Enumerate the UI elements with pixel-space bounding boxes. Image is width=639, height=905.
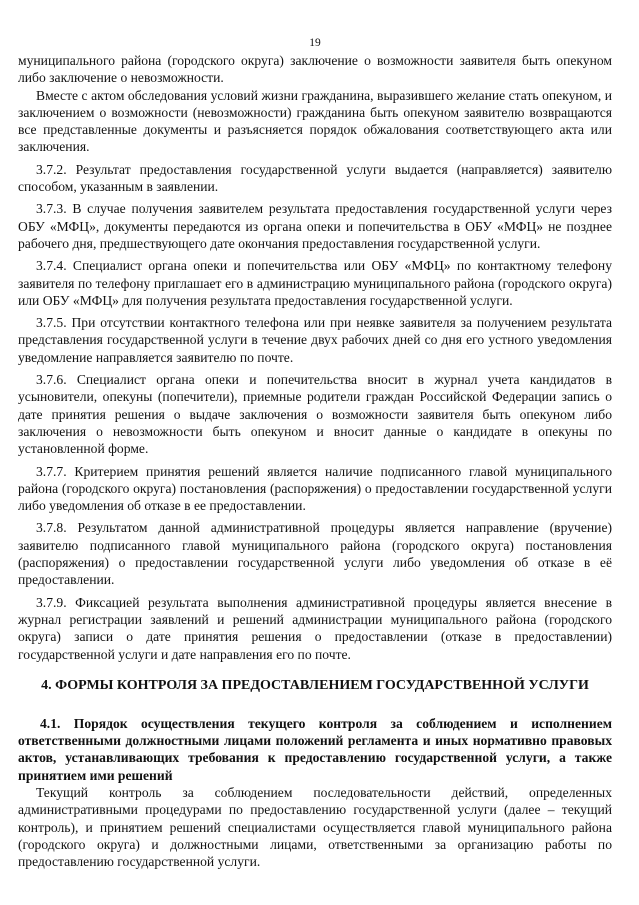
paragraph-continuation: муниципального района (городского округа) заключение о возможности заявителя быть опекуном либо заключение о невозможности.	[18, 53, 612, 86]
paragraph-3-7-5: 3.7.5. При отсутствии контактного телефона или при неявке заявителя за получением результата представления государственной услуги в течение двух рабочих дней со дня его устного уведомления уведомление направляется заявителю по почте.	[18, 315, 612, 365]
page-number: 19	[309, 37, 321, 49]
subsection-heading: 4.1. Порядок осуществления текущего контроля за соблюдением и исполнением ответственными должностными лицами положений регламента и иных нормативно правовых актов, устанавливающих требования к предоставлению государственной услуги, а также принятием ими решений	[18, 715, 612, 783]
section-heading: 4. ФОРМЫ КОНТРОЛЯ ЗА ПРЕДОСТАВЛЕНИЕМ ГОСУДАРСТВЕННОЙ УСЛУГИ	[41, 677, 589, 693]
paragraph-3-7-2: 3.7.2. Результат предоставления государственной услуги выдается (направляется) заявителю способом, указанным в заявлении.	[18, 161, 612, 195]
paragraph-3-7-3: 3.7.3. В случае получения заявителем результата предоставления государственной услуги через ОБУ «МФЦ», документы передаются из органа опеки и попечительства в ОБУ «МФЦ» не позднее рабочего дня, предшествующего дате окончания предоставления государственной услуги.	[18, 201, 612, 251]
paragraph-current-control: Текущий контроль за соблюдением последовательности действий, определенных административными процедурами по предоставлению государственной услуги (далее – текущий контроль), и принятием решений специалистами осуществляется главой муниципального района (городского округа) и должностными лицами, ответственными за организацию работы по предоставлению государственной услуги.	[18, 784, 612, 870]
paragraph-3-7-8: 3.7.8. Результатом данной административной процедуры является направление (вручение) заявителю подписанного главой муниципального района (городского округа) постановления (распоряжения) о предоставлении государственной услуги либо уведомления об отказе в её предоставлении.	[18, 520, 612, 588]
paragraph-3-7-7: 3.7.7. Критерием принятия решений является наличие подписанного главой муниципального района (городского округа) постановления (распоряжения) о предоставлении государственной услуги либо уведомления об отказе в ее предоставлении.	[18, 463, 612, 514]
paragraph-3-7-9: 3.7.9. Фиксацией результата выполнения административной процедуры является внесение в журнал регистрации заявлений и решений администрации муниципального района (городского округа) записи о дате принятия решения о предоставлении (отказе в предоставлении) государственной услуги и дате направления его по почте.	[18, 594, 612, 662]
paragraph-3-7-6: 3.7.6. Специалист органа опеки и попечительства вносит в журнал учета кандидатов в усыновители, опекуны (попечители), приемные родители граждан Российской Федерации запись о дате принятия решения о выдаче заключения о возможности заявителя быть опекуном либо заключения о невозможности быть опекуном и вносит данные о кандидате в опекуны по установленной форме.	[18, 372, 612, 457]
paragraph-return-documents: Вместе с актом обследования условий жизни гражданина, выразившего желание стать опекуном, и заключением о возможности (невозможности) гражданина быть опекуном заявителю возвращаются все представленные документы и разъясняется порядок обжалования соответствующего акта или заключения.	[18, 87, 612, 155]
paragraph-3-7-4: 3.7.4. Специалист органа опеки и попечительства или ОБУ «МФЦ» по контактному телефону заявителя по телефону приглашает его в администрацию муниципального района (городского округа) или ОБУ «МФЦ» для получения результата предоставления государственной услуги.	[18, 258, 612, 308]
